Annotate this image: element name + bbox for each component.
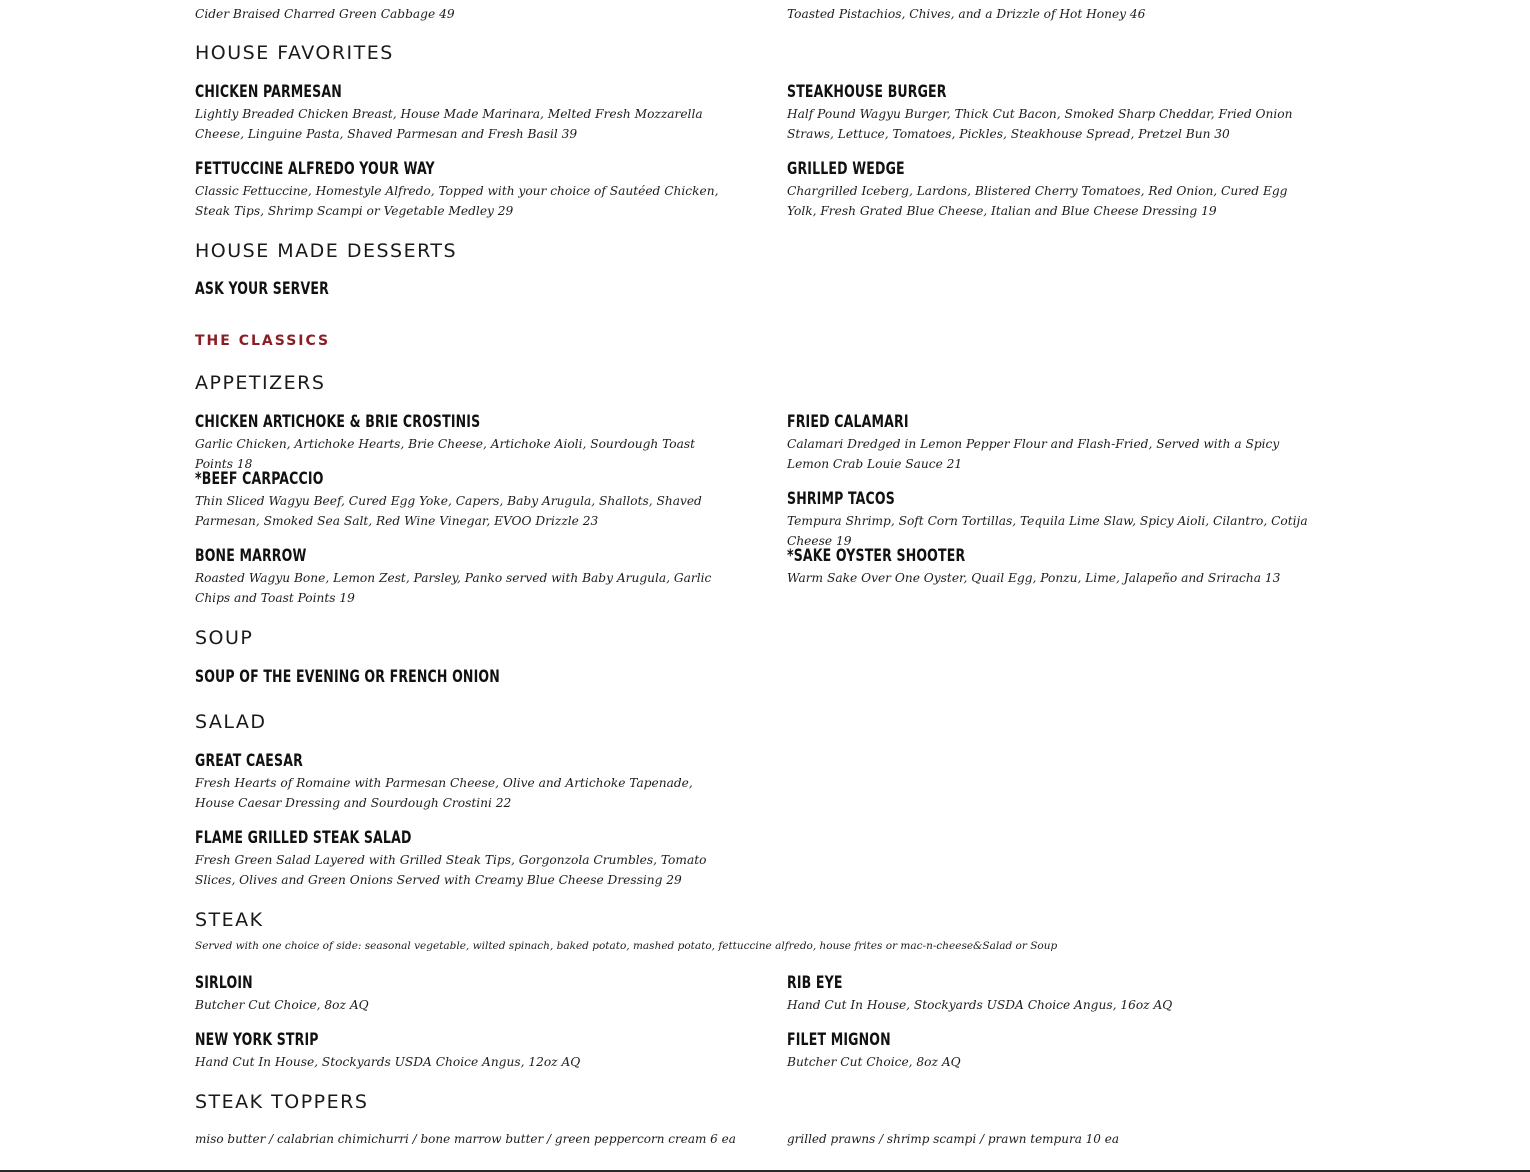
menu-item-desc: Warm Sake Over One Oyster, Quail Egg, Ponzu, Lime, Jalapeño and Sriracha 13 [787, 571, 1281, 585]
menu-item-desc: Thin Sliced Wagyu Beef, Cured Egg Yoke, Capers, Baby Arugula, Shallots, Shaved Parmesan, Smoked Sea Salt, Red Wine Vinegar, EVOO Drizzle 23 [195, 494, 702, 528]
top-cut-left-desc: Cider Braised Charred Green Cabbage 49 [195, 7, 455, 21]
section-title-soup: SOUP [195, 627, 254, 649]
menu-item-name: GRILLED WEDGE [787, 159, 905, 179]
subsection-label-classics: THE CLASSICS [195, 333, 331, 349]
section-title-appetizers: APPETIZERS [195, 372, 326, 394]
menu-item-name: ASK YOUR SERVER [195, 279, 329, 299]
menu-item-name: *BEEF CARPACCIO [195, 469, 324, 489]
menu-item-name: SHRIMP TACOS [787, 489, 895, 509]
menu-item-name: BONE MARROW [195, 546, 307, 566]
menu-item-desc: Hand Cut In House, Stockyards USDA Choice Angus, 12oz AQ [195, 1055, 581, 1069]
menu-item-desc: Tempura Shrimp, Soft Corn Tortillas, Tequila Lime Slaw, Spicy Aioli, Cilantro, Cotija Cheese 19 [787, 514, 1308, 548]
menu-item-name: SOUP OF THE EVENING OR FRENCH ONION [195, 667, 500, 687]
menu-item-name: CHICKEN PARMESAN [195, 82, 342, 102]
menu-item-desc: Classic Fettuccine, Homestyle Alfredo, Topped with your choice of Sautéed Chicken, Steak Tips, Shrimp Scampi or Vegetable Medley 29 [195, 184, 719, 218]
menu-item-name: SIRLOIN [195, 973, 253, 993]
menu-item-desc: Hand Cut In House, Stockyards USDA Choice Angus, 16oz AQ [787, 998, 1173, 1012]
menu-item-name: FRIED CALAMARI [787, 412, 909, 432]
section-title-house-favorites: HOUSE FAVORITES [195, 42, 394, 64]
top-cut-right-desc: Toasted Pistachios, Chives, and a Drizzle of Hot Honey 46 [787, 7, 1146, 21]
menu-item-name: FLAME GRILLED STEAK SALAD [195, 828, 412, 848]
menu-item-desc: Lightly Breaded Chicken Breast, House Made Marinara, Melted Fresh Mozzarella Cheese, Linguine Pasta, Shaved Parmesan and Fresh Basil 39 [195, 107, 703, 141]
section-title-steak: STEAK [195, 909, 264, 931]
menu-item-name: RIB EYE [787, 973, 843, 993]
section-title-desserts: HOUSE MADE DESSERTS [195, 240, 458, 262]
menu-item-name: CHICKEN ARTICHOKE & BRIE CROSTINIS [195, 412, 481, 432]
menu-item-name: STEAKHOUSE BURGER [787, 82, 947, 102]
menu-item-name: NEW YORK STRIP [195, 1030, 319, 1050]
menu-item-desc: Garlic Chicken, Artichoke Hearts, Brie Cheese, Artichoke Aioli, Sourdough Toast Points 18 [195, 437, 696, 471]
menu-item-desc: Fresh Hearts of Romaine with Parmesan Cheese, Olive and Artichoke Tapenade, House Caesar Dressing and Sourdough Crostini 22 [195, 776, 693, 810]
section-title-steak-toppers: STEAK TOPPERS [195, 1091, 369, 1113]
steak-toppers-left: miso butter / calabrian chimichurri / bone marrow butter / green peppercorn cream 6 ea [195, 1132, 736, 1146]
section-title-salad: SALAD [195, 711, 267, 733]
menu-item-name: GREAT CAESAR [195, 751, 303, 771]
menu-item-name: *SAKE OYSTER SHOOTER [787, 546, 966, 566]
menu-item-name: FILET MIGNON [787, 1030, 891, 1050]
menu-item-desc: Calamari Dredged in Lemon Pepper Flour and Flash-Fried, Served with a Spicy Lemon Crab Louie Sauce 21 [787, 437, 1280, 471]
steak-side-note: Served with one choice of side: seasonal vegetable, wilted spinach, baked potato, mashed potato, fettuccine alfredo, house frites or mac-n-cheese&Salad or Soup [195, 940, 1058, 952]
menu-item-desc: Chargrilled Iceberg, Lardons, Blistered Cherry Tomatoes, Red Onion, Cured Egg Yolk, Fresh Grated Blue Cheese, Italian and Blue Cheese Dressing 19 [787, 184, 1288, 218]
menu-item-desc: Half Pound Wagyu Burger, Thick Cut Bacon, Smoked Sharp Cheddar, Fried Onion Straws, Lettuce, Tomatoes, Pickles, Steakhouse Spread, Pretzel Bun 30 [787, 107, 1293, 141]
menu-item-desc: Fresh Green Salad Layered with Grilled Steak Tips, Gorgonzola Crumbles, Tomato Slices, Olives and Green Onions Served with Creamy Blue Cheese Dressing 29 [195, 853, 707, 887]
menu-item-name: FETTUCCINE ALFREDO YOUR WAY [195, 159, 435, 179]
menu-item-desc: Butcher Cut Choice, 8oz AQ [195, 998, 369, 1012]
menu-item-desc: Butcher Cut Choice, 8oz AQ [787, 1055, 961, 1069]
menu-item-desc: Roasted Wagyu Bone, Lemon Zest, Parsley, Panko served with Baby Arugula, Garlic Chips and Toast Points 19 [195, 571, 712, 605]
steak-toppers-right: grilled prawns / shrimp scampi / prawn tempura 10 ea [787, 1132, 1120, 1146]
